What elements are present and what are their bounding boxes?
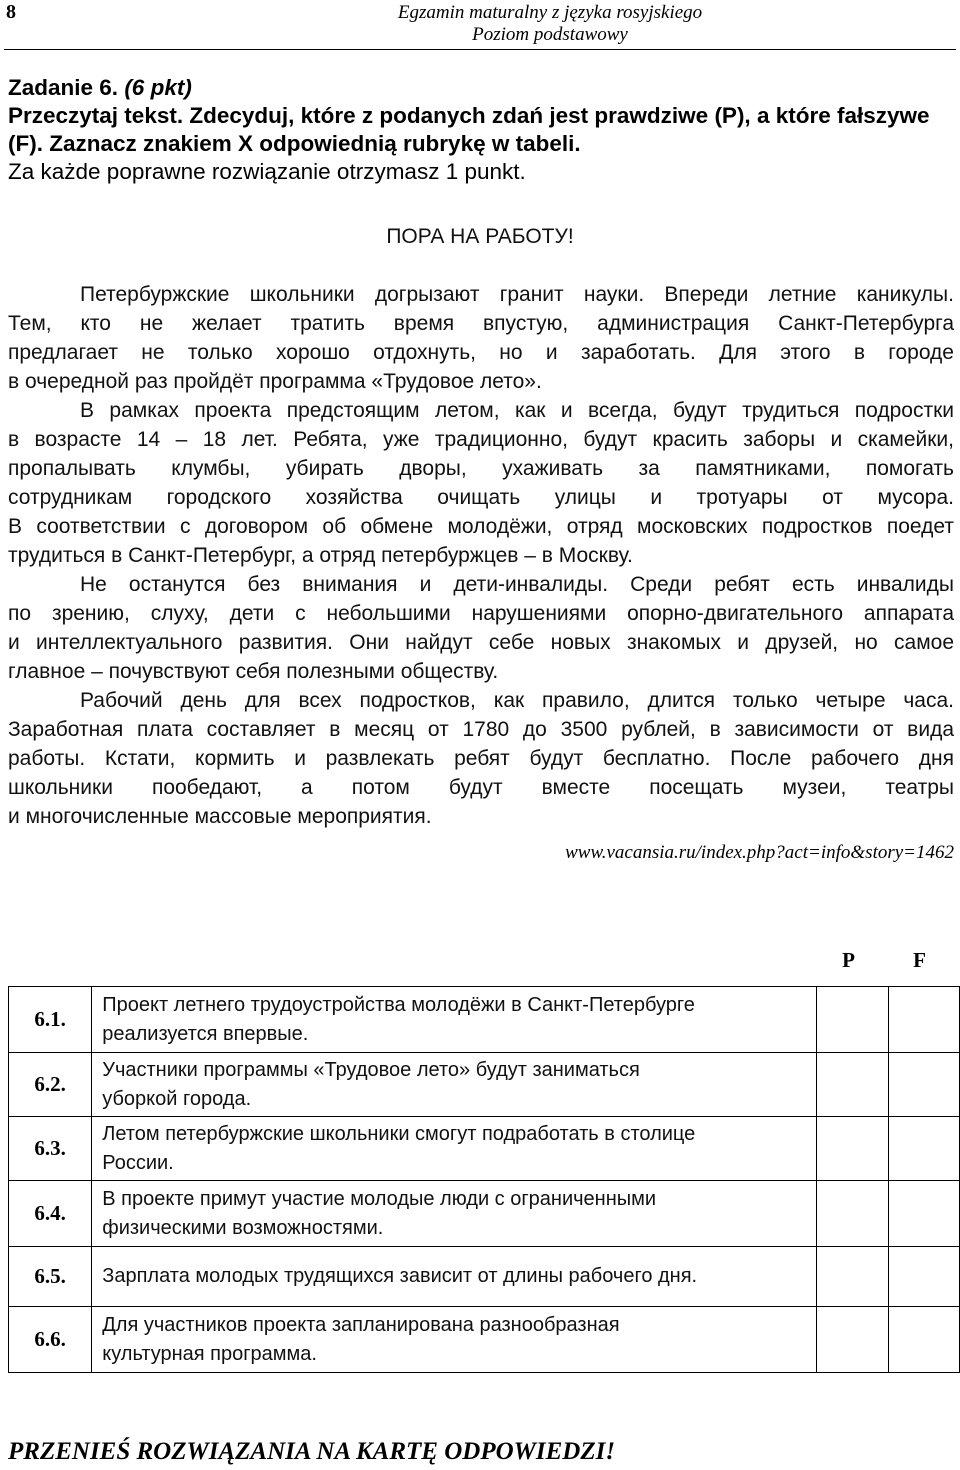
article-line: в возрасте 14 – 18 лет. Ребята, уже традиционно, будут красить заборы и скамейки,	[8, 428, 954, 451]
header-divider	[4, 49, 956, 50]
statement-line: физическими возможностями.	[102, 1216, 384, 1239]
article-line: Заработная плата составляет в месяц от 1780 до 3500 рублей, в зависимости от вида	[8, 718, 954, 741]
statement-line: России.	[102, 1151, 174, 1174]
statement-text	[92, 1307, 817, 1373]
statement-number: 6.5.	[9, 1247, 92, 1307]
answer-box-p[interactable]	[817, 1117, 888, 1181]
article-line: работы. Кстати, кормить и развлекать ребят будут бесплатно. После рабочего дня	[8, 747, 954, 770]
answer-box-f[interactable]	[888, 1053, 959, 1117]
task-instructions	[8, 74, 958, 186]
table-row	[9, 1117, 960, 1181]
statement-text	[92, 987, 817, 1053]
answer-box-f[interactable]	[888, 987, 959, 1053]
table-row	[9, 1181, 960, 1247]
exam-title: Egzamin maturalny z języka rosyjskiego	[397, 2, 703, 23]
answer-box-p[interactable]	[817, 1053, 888, 1117]
page-number: 8	[6, 1, 16, 23]
statement-line: Проект летнего трудоустройства молодёжи в Санкт-Петербурге	[102, 993, 695, 1016]
article-line: и многочисленные массовые мероприятия.	[8, 805, 432, 828]
article-line: Рабочий день для всех подростков, как правило, длится только четыре часа.	[80, 689, 954, 712]
article-line: Тем, кто не желает тратить время впустую, администрация Санкт-Петербурга	[8, 312, 954, 335]
article-source: www.vacansia.ru/index.php?act=info&story=1462	[565, 842, 954, 863]
article-line: школьники пообедают, а потом будут вместе посещать музеи, театры	[8, 776, 954, 799]
article-line: и интеллектуального развития. Они найдут себе новых знакомых и друзей, но самое	[8, 631, 954, 654]
statement-text	[92, 1247, 817, 1307]
table-row	[9, 1307, 960, 1373]
answer-box-p[interactable]	[817, 1247, 888, 1307]
instruction-line: Przeczytaj tekst. Zdecyduj, które z podanych zdań jest prawdziwe (P), a które fałszywe	[8, 103, 930, 128]
task-heading	[8, 74, 958, 102]
task-title: Zadanie 6.	[8, 75, 119, 100]
instruction-line: Za każde poprawne rozwiązanie otrzymasz 1 punkt.	[8, 159, 526, 184]
article-line: главное – почувствуют себя полезными обществу.	[8, 660, 499, 683]
statement-text	[92, 1053, 817, 1117]
table-row	[9, 1247, 960, 1307]
answer-box-p[interactable]	[817, 987, 888, 1053]
answer-box-f[interactable]	[888, 1247, 959, 1307]
statement-line: уборкой города.	[102, 1087, 252, 1110]
page-header	[0, 0, 960, 52]
article-line: в очередной раз пройдёт программа «Трудовое лето».	[8, 370, 542, 393]
article-line: Не останутся без внимания и дети-инвалиды. Среди ребят есть инвалиды	[80, 573, 954, 596]
statement-number: 6.1.	[9, 987, 92, 1053]
statement-line: Для участников проекта запланирована разнообразная	[102, 1313, 620, 1336]
statement-line: В проекте примут участие молодые люди с ограниченными	[102, 1187, 657, 1210]
statement-number: 6.2.	[9, 1053, 92, 1117]
answer-box-p[interactable]	[817, 1307, 888, 1373]
article-line: сотрудникам городского хозяйства очищать улицы и тротуары от мусора.	[8, 486, 954, 509]
article-line: пропалывать клумбы, убирать дворы, ухаживать за памятниками, помогать	[8, 457, 954, 480]
instruction-line: (F). Zaznacz znakiem X odpowiednią rubrykę w tabeli.	[8, 131, 581, 156]
article-line: по зрению, слуху, дети с небольшими нарушениями опорно-двигательного аппарата	[8, 602, 954, 625]
transfer-answers-notice: PRZENIEŚ ROZWIĄZANIA NA KARTĘ ODPOWIEDZI!	[8, 1438, 616, 1465]
table-row	[9, 987, 960, 1053]
column-header-f: F	[913, 948, 926, 972]
column-header-p: P	[842, 948, 855, 972]
statement-line: Зарплата молодых трудящихся зависит от длины рабочего дня.	[102, 1265, 698, 1287]
article-body	[8, 280, 954, 831]
article-line: В рамках проекта предстоящим летом, как и всегда, будут трудиться подростки	[80, 399, 954, 422]
table-row	[9, 1053, 960, 1117]
task-points: (6 pkt)	[124, 75, 192, 100]
article-line: В соответствии с договором об обмене молодёжи, отряд московских подростков поедет	[8, 515, 954, 538]
statement-line: Летом петербуржские школьники смогут подработать в столице	[102, 1122, 696, 1145]
answer-box-p[interactable]	[817, 1181, 888, 1247]
statement-text	[92, 1117, 817, 1181]
answer-table	[8, 986, 960, 1373]
statement-line: культурная программа.	[102, 1342, 317, 1365]
exam-level: Poziom podstawowy	[472, 24, 628, 45]
article-line: предлагает не только хорошо отдохнуть, но и заработать. Для этого в городе	[8, 341, 954, 364]
statement-number: 6.4.	[9, 1181, 92, 1247]
statement-line: реализуется впервые.	[102, 1022, 309, 1045]
article-title: ПОРА НА РАБОТУ!	[386, 225, 574, 248]
article-line: трудиться в Санкт-Петербург, а отряд петербуржцев – в Москву.	[8, 544, 633, 567]
statement-number: 6.6.	[9, 1307, 92, 1373]
answer-box-f[interactable]	[888, 1307, 959, 1373]
statement-line: Участники программы «Трудовое лето» будут заниматься	[102, 1058, 640, 1081]
answer-box-f[interactable]	[888, 1117, 959, 1181]
answer-box-f[interactable]	[888, 1181, 959, 1247]
statement-text	[92, 1181, 817, 1247]
statement-number: 6.3.	[9, 1117, 92, 1181]
article-line: Петербуржские школьники догрызают гранит науки. Впереди летние каникулы.	[80, 283, 954, 306]
